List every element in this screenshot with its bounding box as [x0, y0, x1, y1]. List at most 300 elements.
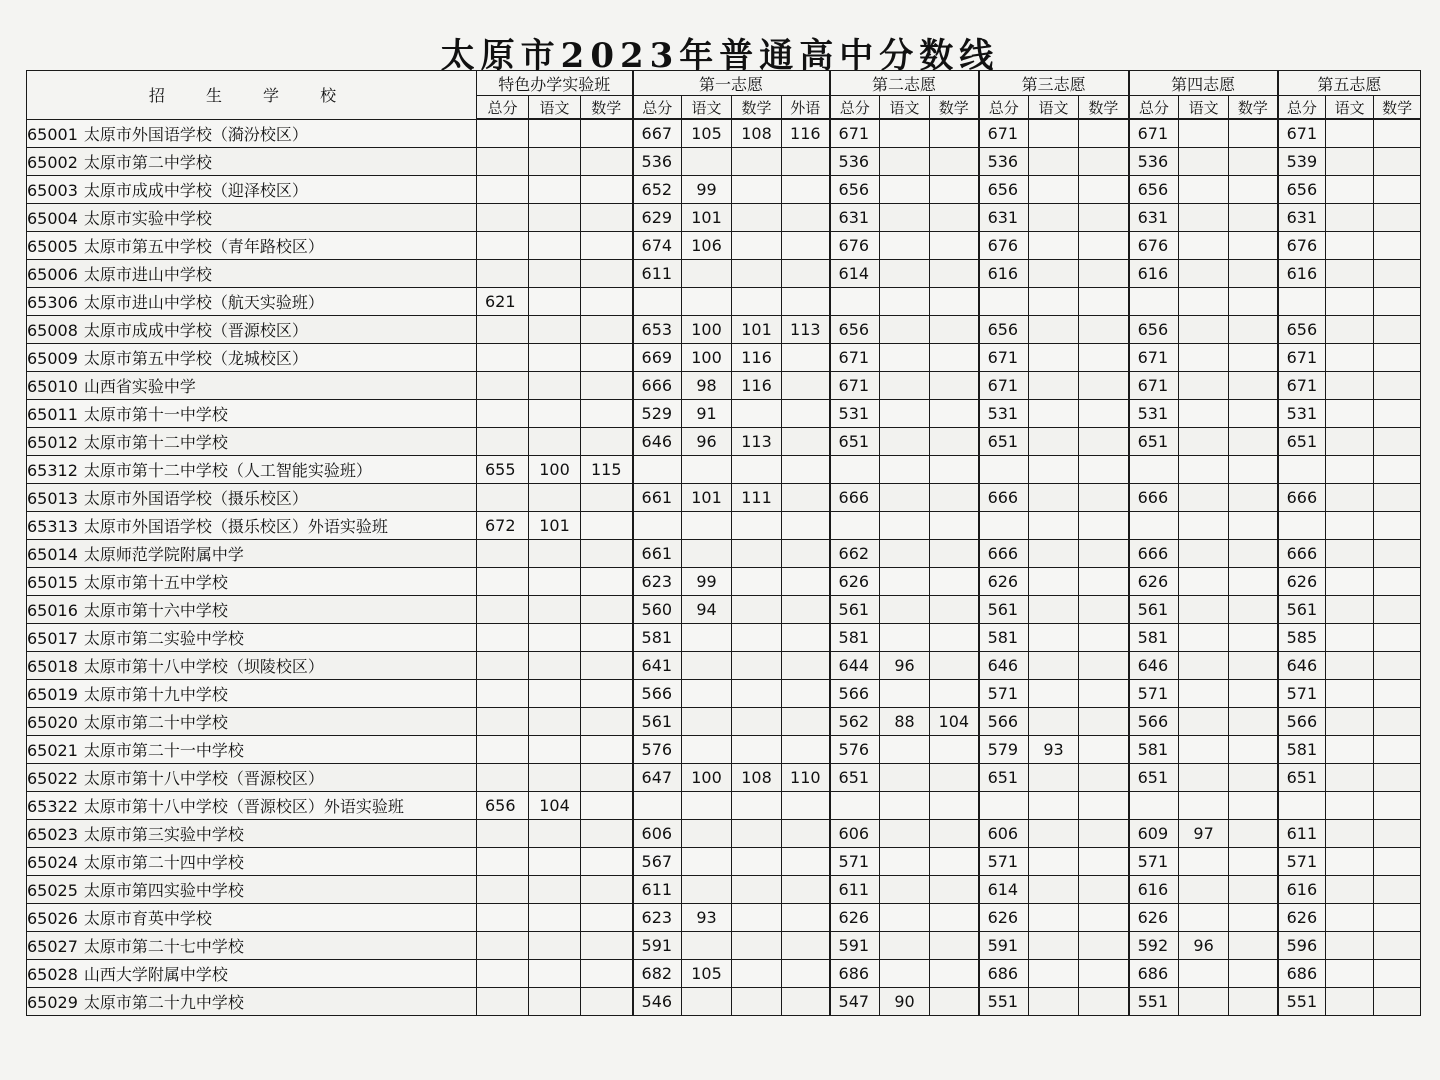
- sub-header-choice-2-total: 总分: [830, 96, 880, 120]
- score-cell-choice-5-math: [1374, 288, 1421, 316]
- score-cell-choice-4-total: 581: [1129, 736, 1179, 764]
- score-cell-choice-3-math: [1079, 400, 1129, 428]
- score-cell-choice-5-math: [1374, 736, 1421, 764]
- score-cell-choice-3-chinese: [1029, 652, 1079, 680]
- school-name: 山西大学附属中学校: [83, 965, 228, 984]
- score-cell-choice-3-total: 561: [979, 596, 1029, 624]
- score-cell-choice-4-total: 626: [1129, 568, 1179, 596]
- score-cell-choice-1-chinese: 98: [682, 372, 732, 400]
- score-cell-choice-5-total: 596: [1278, 932, 1326, 960]
- school-code: 65020: [27, 713, 78, 732]
- score-cell-choice-1-math: [732, 820, 782, 848]
- table-row: [27, 260, 1421, 288]
- sub-header-choice-2-chinese: 语文: [880, 96, 930, 120]
- school-name: 太原市外国语学校（摄乐校区）外语实验班: [83, 517, 388, 536]
- score-cell-choice-1-foreign: [782, 484, 830, 512]
- school-name: 太原市第十八中学校（晋源校区）: [83, 769, 324, 788]
- score-cell-choice-5-math: [1374, 316, 1421, 344]
- score-cell-choice-4-total: 686: [1129, 960, 1179, 988]
- school-cell: [27, 960, 477, 988]
- score-cell-choice-1-math: [732, 400, 782, 428]
- score-cell-choice-4-math: [1229, 932, 1278, 960]
- score-cell-choice-1-math: [732, 204, 782, 232]
- score-cell-choice-3-total: 536: [979, 148, 1029, 176]
- score-cell-choice-1-total: 581: [633, 624, 682, 652]
- score-cell-choice-5-math: [1374, 428, 1421, 456]
- score-cell-choice-3-chinese: [1029, 428, 1079, 456]
- school-cell: [27, 848, 477, 876]
- table-row: [27, 512, 1421, 540]
- score-cell-choice-3-total: 671: [979, 344, 1029, 372]
- score-cell-choice-2-total: 686: [830, 960, 880, 988]
- score-cell-choice-2-total: 671: [830, 372, 880, 400]
- score-cell-special-math: [581, 568, 633, 596]
- score-cell-special-chinese: [529, 484, 581, 512]
- score-cell-choice-2-chinese: [880, 960, 930, 988]
- score-cell-choice-1-chinese: [682, 288, 732, 316]
- score-cell-choice-1-total: 623: [633, 568, 682, 596]
- score-cell-choice-1-foreign: 113: [782, 316, 830, 344]
- score-cell-choice-5-chinese: [1326, 792, 1374, 820]
- score-cell-choice-2-math: [930, 932, 979, 960]
- score-cell-choice-4-math: [1229, 624, 1278, 652]
- score-cell-choice-4-chinese: [1179, 736, 1229, 764]
- score-cell-choice-4-chinese: [1179, 680, 1229, 708]
- score-cell-choice-1-foreign: [782, 680, 830, 708]
- school-cell: [27, 932, 477, 960]
- score-cell-choice-2-total: 631: [830, 204, 880, 232]
- school-code: 65306: [27, 293, 78, 312]
- score-cell-choice-2-chinese: 88: [880, 708, 930, 736]
- score-cell-choice-2-total: 626: [830, 568, 880, 596]
- score-cell-choice-5-total: 571: [1278, 848, 1326, 876]
- score-cell-choice-3-total: 656: [979, 176, 1029, 204]
- score-cell-choice-3-chinese: [1029, 288, 1079, 316]
- score-cell-choice-5-total: 561: [1278, 596, 1326, 624]
- score-cell-choice-3-math: [1079, 820, 1129, 848]
- score-cell-choice-4-total: 571: [1129, 680, 1179, 708]
- score-cell-choice-4-chinese: [1179, 904, 1229, 932]
- score-cell-choice-2-chinese: [880, 596, 930, 624]
- score-cell-choice-1-total: 629: [633, 204, 682, 232]
- score-cell-choice-4-total: [1129, 288, 1179, 316]
- score-cell-choice-5-total: 616: [1278, 260, 1326, 288]
- score-cell-choice-5-math: [1374, 624, 1421, 652]
- score-cell-choice-3-chinese: [1029, 456, 1079, 484]
- score-cell-choice-3-chinese: [1029, 204, 1079, 232]
- score-cell-choice-5-total: 666: [1278, 540, 1326, 568]
- score-cell-choice-3-chinese: [1029, 932, 1079, 960]
- score-cell-choice-4-total: 651: [1129, 428, 1179, 456]
- school-name: 太原市第二十九中学校: [83, 993, 244, 1012]
- school-code: 65013: [27, 489, 78, 508]
- score-cell-choice-5-total: 581: [1278, 736, 1326, 764]
- score-cell-choice-3-total: 651: [979, 428, 1029, 456]
- score-cell-choice-1-math: [732, 288, 782, 316]
- score-cell-choice-1-foreign: [782, 988, 830, 1016]
- school-name: 太原市第二十中学校: [83, 713, 228, 732]
- score-cell-choice-4-chinese: [1179, 456, 1229, 484]
- score-cell-choice-2-math: [930, 148, 979, 176]
- score-cell-choice-3-chinese: [1029, 176, 1079, 204]
- school-code: 65015: [27, 573, 78, 592]
- sub-header-choice-3-total: 总分: [979, 96, 1029, 120]
- score-cell-choice-5-chinese: [1326, 596, 1374, 624]
- score-cell-choice-5-chinese: [1326, 540, 1374, 568]
- score-cell-choice-1-foreign: [782, 344, 830, 372]
- score-cell-special-math: [581, 540, 633, 568]
- table-row: [27, 652, 1421, 680]
- score-cell-choice-3-math: [1079, 960, 1129, 988]
- score-cell-choice-1-math: [732, 876, 782, 904]
- score-cell-special-math: [581, 316, 633, 344]
- score-cell-choice-1-foreign: [782, 568, 830, 596]
- score-cell-choice-5-chinese: [1326, 988, 1374, 1016]
- score-cell-special-chinese: 100: [529, 456, 581, 484]
- score-cell-choice-3-chinese: [1029, 904, 1079, 932]
- score-cell-special-total: [477, 428, 529, 456]
- score-cell-special-total: [477, 904, 529, 932]
- score-cell-choice-1-math: [732, 232, 782, 260]
- score-table: [26, 70, 1421, 1016]
- score-cell-choice-5-math: [1374, 988, 1421, 1016]
- score-cell-choice-1-math: [732, 596, 782, 624]
- score-cell-choice-3-chinese: [1029, 232, 1079, 260]
- school-cell: [27, 148, 477, 176]
- score-cell-choice-4-chinese: [1179, 652, 1229, 680]
- score-cell-choice-3-chinese: [1029, 512, 1079, 540]
- score-cell-choice-2-total: 671: [830, 119, 880, 148]
- score-cell-choice-3-total: [979, 288, 1029, 316]
- score-cell-special-chinese: [529, 568, 581, 596]
- score-cell-choice-3-total: 666: [979, 484, 1029, 512]
- score-cell-choice-4-math: [1229, 876, 1278, 904]
- score-cell-choice-2-math: [930, 820, 979, 848]
- score-cell-special-total: [477, 260, 529, 288]
- score-cell-choice-1-foreign: [782, 736, 830, 764]
- score-cell-choice-3-chinese: [1029, 792, 1079, 820]
- score-cell-choice-3-total: 626: [979, 568, 1029, 596]
- score-cell-choice-4-chinese: [1179, 764, 1229, 792]
- column-header-school: 招 生 学 校: [27, 71, 477, 120]
- score-cell-choice-2-total: 651: [830, 428, 880, 456]
- score-cell-choice-2-total: 566: [830, 680, 880, 708]
- score-cell-choice-1-math: [732, 736, 782, 764]
- score-cell-special-total: [477, 708, 529, 736]
- score-cell-choice-2-chinese: [880, 176, 930, 204]
- score-cell-special-total: [477, 316, 529, 344]
- score-cell-choice-1-chinese: 100: [682, 316, 732, 344]
- score-cell-choice-2-chinese: [880, 148, 930, 176]
- score-cell-choice-4-total: 592: [1129, 932, 1179, 960]
- score-cell-choice-3-total: 531: [979, 400, 1029, 428]
- score-cell-choice-4-math: [1229, 904, 1278, 932]
- score-cell-choice-4-math: [1229, 428, 1278, 456]
- score-cell-choice-1-chinese: [682, 932, 732, 960]
- score-cell-special-chinese: [529, 708, 581, 736]
- score-cell-choice-1-total: 641: [633, 652, 682, 680]
- score-cell-choice-5-math: [1374, 344, 1421, 372]
- score-cell-choice-1-chinese: [682, 540, 732, 568]
- score-cell-choice-3-chinese: [1029, 876, 1079, 904]
- score-cell-special-total: [477, 119, 529, 148]
- score-cell-choice-4-total: 646: [1129, 652, 1179, 680]
- score-cell-choice-5-math: [1374, 119, 1421, 148]
- score-cell-special-math: [581, 148, 633, 176]
- score-cell-choice-1-math: [732, 680, 782, 708]
- score-cell-choice-1-chinese: 94: [682, 596, 732, 624]
- score-cell-choice-4-total: 671: [1129, 119, 1179, 148]
- school-name: 太原市第二十四中学校: [83, 853, 244, 872]
- school-name: 太原市成成中学校（迎泽校区）: [83, 181, 308, 200]
- score-cell-choice-3-math: [1079, 344, 1129, 372]
- score-cell-choice-5-total: 671: [1278, 344, 1326, 372]
- score-cell-choice-1-math: 108: [732, 119, 782, 148]
- score-cell-special-total: [477, 344, 529, 372]
- score-cell-choice-2-chinese: [880, 119, 930, 148]
- score-cell-choice-1-total: 566: [633, 680, 682, 708]
- score-cell-choice-1-foreign: [782, 960, 830, 988]
- score-cell-choice-2-math: [930, 792, 979, 820]
- school-cell: [27, 568, 477, 596]
- score-cell-choice-4-total: 631: [1129, 204, 1179, 232]
- score-cell-choice-5-chinese: [1326, 400, 1374, 428]
- table-row: [27, 960, 1421, 988]
- score-cell-choice-1-chinese: [682, 736, 732, 764]
- score-cell-choice-3-chinese: [1029, 344, 1079, 372]
- score-cell-choice-4-chinese: [1179, 372, 1229, 400]
- school-name: 太原市第五中学校（青年路校区）: [83, 237, 324, 256]
- score-cell-choice-5-chinese: [1326, 736, 1374, 764]
- school-cell: [27, 119, 477, 148]
- school-name: 太原市第十八中学校（坝陵校区）: [83, 657, 324, 676]
- score-cell-special-chinese: [529, 344, 581, 372]
- score-cell-choice-3-chinese: [1029, 568, 1079, 596]
- score-cell-choice-5-math: [1374, 372, 1421, 400]
- score-cell-choice-2-math: [930, 652, 979, 680]
- score-cell-choice-1-math: [732, 512, 782, 540]
- score-cell-choice-2-chinese: [880, 232, 930, 260]
- score-cell-choice-4-math: [1229, 736, 1278, 764]
- table-row: [27, 820, 1421, 848]
- score-cell-choice-2-total: 581: [830, 624, 880, 652]
- school-name: 太原市进山中学校: [83, 265, 212, 284]
- score-cell-choice-5-chinese: [1326, 512, 1374, 540]
- score-cell-choice-5-total: 631: [1278, 204, 1326, 232]
- score-cell-choice-4-total: 666: [1129, 540, 1179, 568]
- score-cell-choice-5-chinese: [1326, 428, 1374, 456]
- score-cell-special-math: [581, 288, 633, 316]
- score-cell-choice-2-math: [930, 904, 979, 932]
- score-cell-choice-5-chinese: [1326, 260, 1374, 288]
- score-cell-choice-2-math: [930, 372, 979, 400]
- score-cell-special-math: [581, 119, 633, 148]
- school-code: 65009: [27, 349, 78, 368]
- school-name: 太原市第二中学校: [83, 153, 212, 172]
- score-cell-choice-5-total: 585: [1278, 624, 1326, 652]
- score-cell-choice-4-math: [1229, 988, 1278, 1016]
- score-cell-choice-1-foreign: [782, 372, 830, 400]
- score-cell-special-math: [581, 400, 633, 428]
- score-cell-special-chinese: [529, 820, 581, 848]
- score-cell-choice-3-math: [1079, 708, 1129, 736]
- score-cell-choice-4-total: 676: [1129, 232, 1179, 260]
- table-row: [27, 848, 1421, 876]
- score-cell-choice-5-total: 666: [1278, 484, 1326, 512]
- page-title: 太原市2023年普通高中分数线: [440, 36, 1000, 76]
- score-cell-choice-1-total: 591: [633, 932, 682, 960]
- score-cell-choice-4-total: 581: [1129, 624, 1179, 652]
- score-cell-choice-1-math: [732, 176, 782, 204]
- school-name: 太原市第十二中学校（人工智能实验班）: [83, 461, 372, 480]
- score-cell-special-math: [581, 792, 633, 820]
- score-cell-choice-4-total: 531: [1129, 400, 1179, 428]
- school-cell: [27, 708, 477, 736]
- score-cell-choice-1-total: 623: [633, 904, 682, 932]
- score-cell-choice-2-chinese: 90: [880, 988, 930, 1016]
- score-cell-choice-4-chinese: [1179, 876, 1229, 904]
- sub-header-choice-5-math: 数学: [1374, 96, 1421, 120]
- score-cell-special-math: [581, 988, 633, 1016]
- score-cell-choice-3-chinese: [1029, 848, 1079, 876]
- school-name: 太原市第十八中学校（晋源校区）外语实验班: [83, 797, 404, 816]
- score-cell-choice-1-math: [732, 260, 782, 288]
- score-cell-choice-3-math: [1079, 764, 1129, 792]
- score-cell-choice-2-math: [930, 484, 979, 512]
- table-row: [27, 344, 1421, 372]
- score-cell-special-chinese: [529, 932, 581, 960]
- score-cell-special-math: [581, 176, 633, 204]
- score-cell-special-chinese: [529, 428, 581, 456]
- score-cell-choice-1-total: 653: [633, 316, 682, 344]
- score-cell-choice-2-chinese: [880, 400, 930, 428]
- score-cell-choice-4-math: [1229, 568, 1278, 596]
- score-cell-choice-3-math: [1079, 540, 1129, 568]
- score-cell-special-math: [581, 344, 633, 372]
- score-cell-choice-1-math: 111: [732, 484, 782, 512]
- school-cell: [27, 596, 477, 624]
- score-cell-choice-2-math: [930, 260, 979, 288]
- school-cell: [27, 512, 477, 540]
- score-cell-choice-5-chinese: [1326, 484, 1374, 512]
- table-row: [27, 680, 1421, 708]
- score-cell-special-chinese: [529, 652, 581, 680]
- score-cell-choice-3-math: [1079, 680, 1129, 708]
- table-row: [27, 596, 1421, 624]
- score-cell-choice-3-total: 571: [979, 680, 1029, 708]
- score-cell-choice-2-math: [930, 848, 979, 876]
- score-cell-choice-5-math: [1374, 708, 1421, 736]
- score-cell-special-total: [477, 764, 529, 792]
- score-cell-choice-1-math: 116: [732, 372, 782, 400]
- score-cell-choice-4-total: 656: [1129, 176, 1179, 204]
- score-cell-choice-2-math: [930, 344, 979, 372]
- score-cell-special-total: [477, 484, 529, 512]
- score-cell-choice-3-total: [979, 512, 1029, 540]
- score-cell-choice-3-chinese: [1029, 400, 1079, 428]
- score-cell-choice-3-math: [1079, 176, 1129, 204]
- score-cell-choice-1-total: 661: [633, 540, 682, 568]
- score-cell-special-chinese: [529, 372, 581, 400]
- score-cell-choice-1-chinese: 101: [682, 204, 732, 232]
- score-cell-choice-1-chinese: 96: [682, 428, 732, 456]
- score-cell-choice-5-math: [1374, 960, 1421, 988]
- score-cell-choice-4-total: 616: [1129, 876, 1179, 904]
- score-cell-choice-4-math: [1229, 540, 1278, 568]
- school-code: 65029: [27, 993, 78, 1012]
- score-cell-choice-4-math: [1229, 372, 1278, 400]
- score-cell-choice-4-chinese: [1179, 708, 1229, 736]
- score-cell-choice-2-math: [930, 680, 979, 708]
- score-cell-choice-1-chinese: [682, 792, 732, 820]
- score-cell-choice-2-total: 536: [830, 148, 880, 176]
- score-cell-choice-3-total: 671: [979, 119, 1029, 148]
- school-name: 太原市进山中学校（航天实验班）: [83, 293, 324, 312]
- score-cell-choice-5-total: 616: [1278, 876, 1326, 904]
- score-cell-choice-1-foreign: [782, 428, 830, 456]
- score-cell-choice-3-total: 651: [979, 764, 1029, 792]
- score-cell-choice-1-foreign: [782, 512, 830, 540]
- school-name: 太原市外国语学校（摄乐校区）: [83, 489, 308, 508]
- school-cell: [27, 316, 477, 344]
- score-cell-choice-1-total: 646: [633, 428, 682, 456]
- school-code: 65023: [27, 825, 78, 844]
- school-cell: [27, 792, 477, 820]
- score-cell-choice-3-total: [979, 792, 1029, 820]
- score-cell-choice-2-total: 531: [830, 400, 880, 428]
- score-cell-choice-3-math: [1079, 484, 1129, 512]
- school-name: 太原市第四实验中学校: [83, 881, 244, 900]
- score-cell-special-chinese: 104: [529, 792, 581, 820]
- score-cell-choice-1-total: 561: [633, 708, 682, 736]
- school-name: 山西省实验中学: [83, 377, 196, 396]
- score-cell-choice-4-total: 616: [1129, 260, 1179, 288]
- score-cell-choice-4-chinese: [1179, 624, 1229, 652]
- score-cell-special-chinese: [529, 400, 581, 428]
- score-cell-choice-4-chinese: [1179, 568, 1229, 596]
- score-cell-choice-4-total: 651: [1129, 764, 1179, 792]
- score-cell-choice-3-chinese: [1029, 484, 1079, 512]
- school-code: 65011: [27, 405, 78, 424]
- score-cell-choice-1-foreign: [782, 288, 830, 316]
- score-cell-choice-5-math: [1374, 652, 1421, 680]
- score-cell-choice-4-chinese: [1179, 344, 1229, 372]
- score-cell-choice-1-foreign: [782, 400, 830, 428]
- school-cell: [27, 204, 477, 232]
- score-cell-choice-3-total: 631: [979, 204, 1029, 232]
- score-cell-choice-2-chinese: [880, 568, 930, 596]
- score-cell-special-math: [581, 764, 633, 792]
- school-cell: [27, 624, 477, 652]
- score-cell-choice-5-total: 656: [1278, 316, 1326, 344]
- score-cell-choice-4-total: [1129, 512, 1179, 540]
- score-cell-choice-2-math: [930, 568, 979, 596]
- score-cell-choice-3-math: [1079, 260, 1129, 288]
- table-row: [27, 904, 1421, 932]
- score-cell-choice-1-math: [732, 708, 782, 736]
- score-cell-choice-5-chinese: [1326, 904, 1374, 932]
- score-cell-choice-1-math: [732, 904, 782, 932]
- school-name: 太原市第十九中学校: [83, 685, 228, 704]
- score-cell-choice-1-math: [732, 568, 782, 596]
- table-row: [27, 428, 1421, 456]
- score-cell-choice-3-math: [1079, 512, 1129, 540]
- table-row: [27, 119, 1421, 148]
- score-cell-choice-2-math: [930, 596, 979, 624]
- sub-header-choice-1-math: 数学: [732, 96, 782, 120]
- score-cell-choice-1-foreign: [782, 708, 830, 736]
- score-cell-choice-1-foreign: [782, 596, 830, 624]
